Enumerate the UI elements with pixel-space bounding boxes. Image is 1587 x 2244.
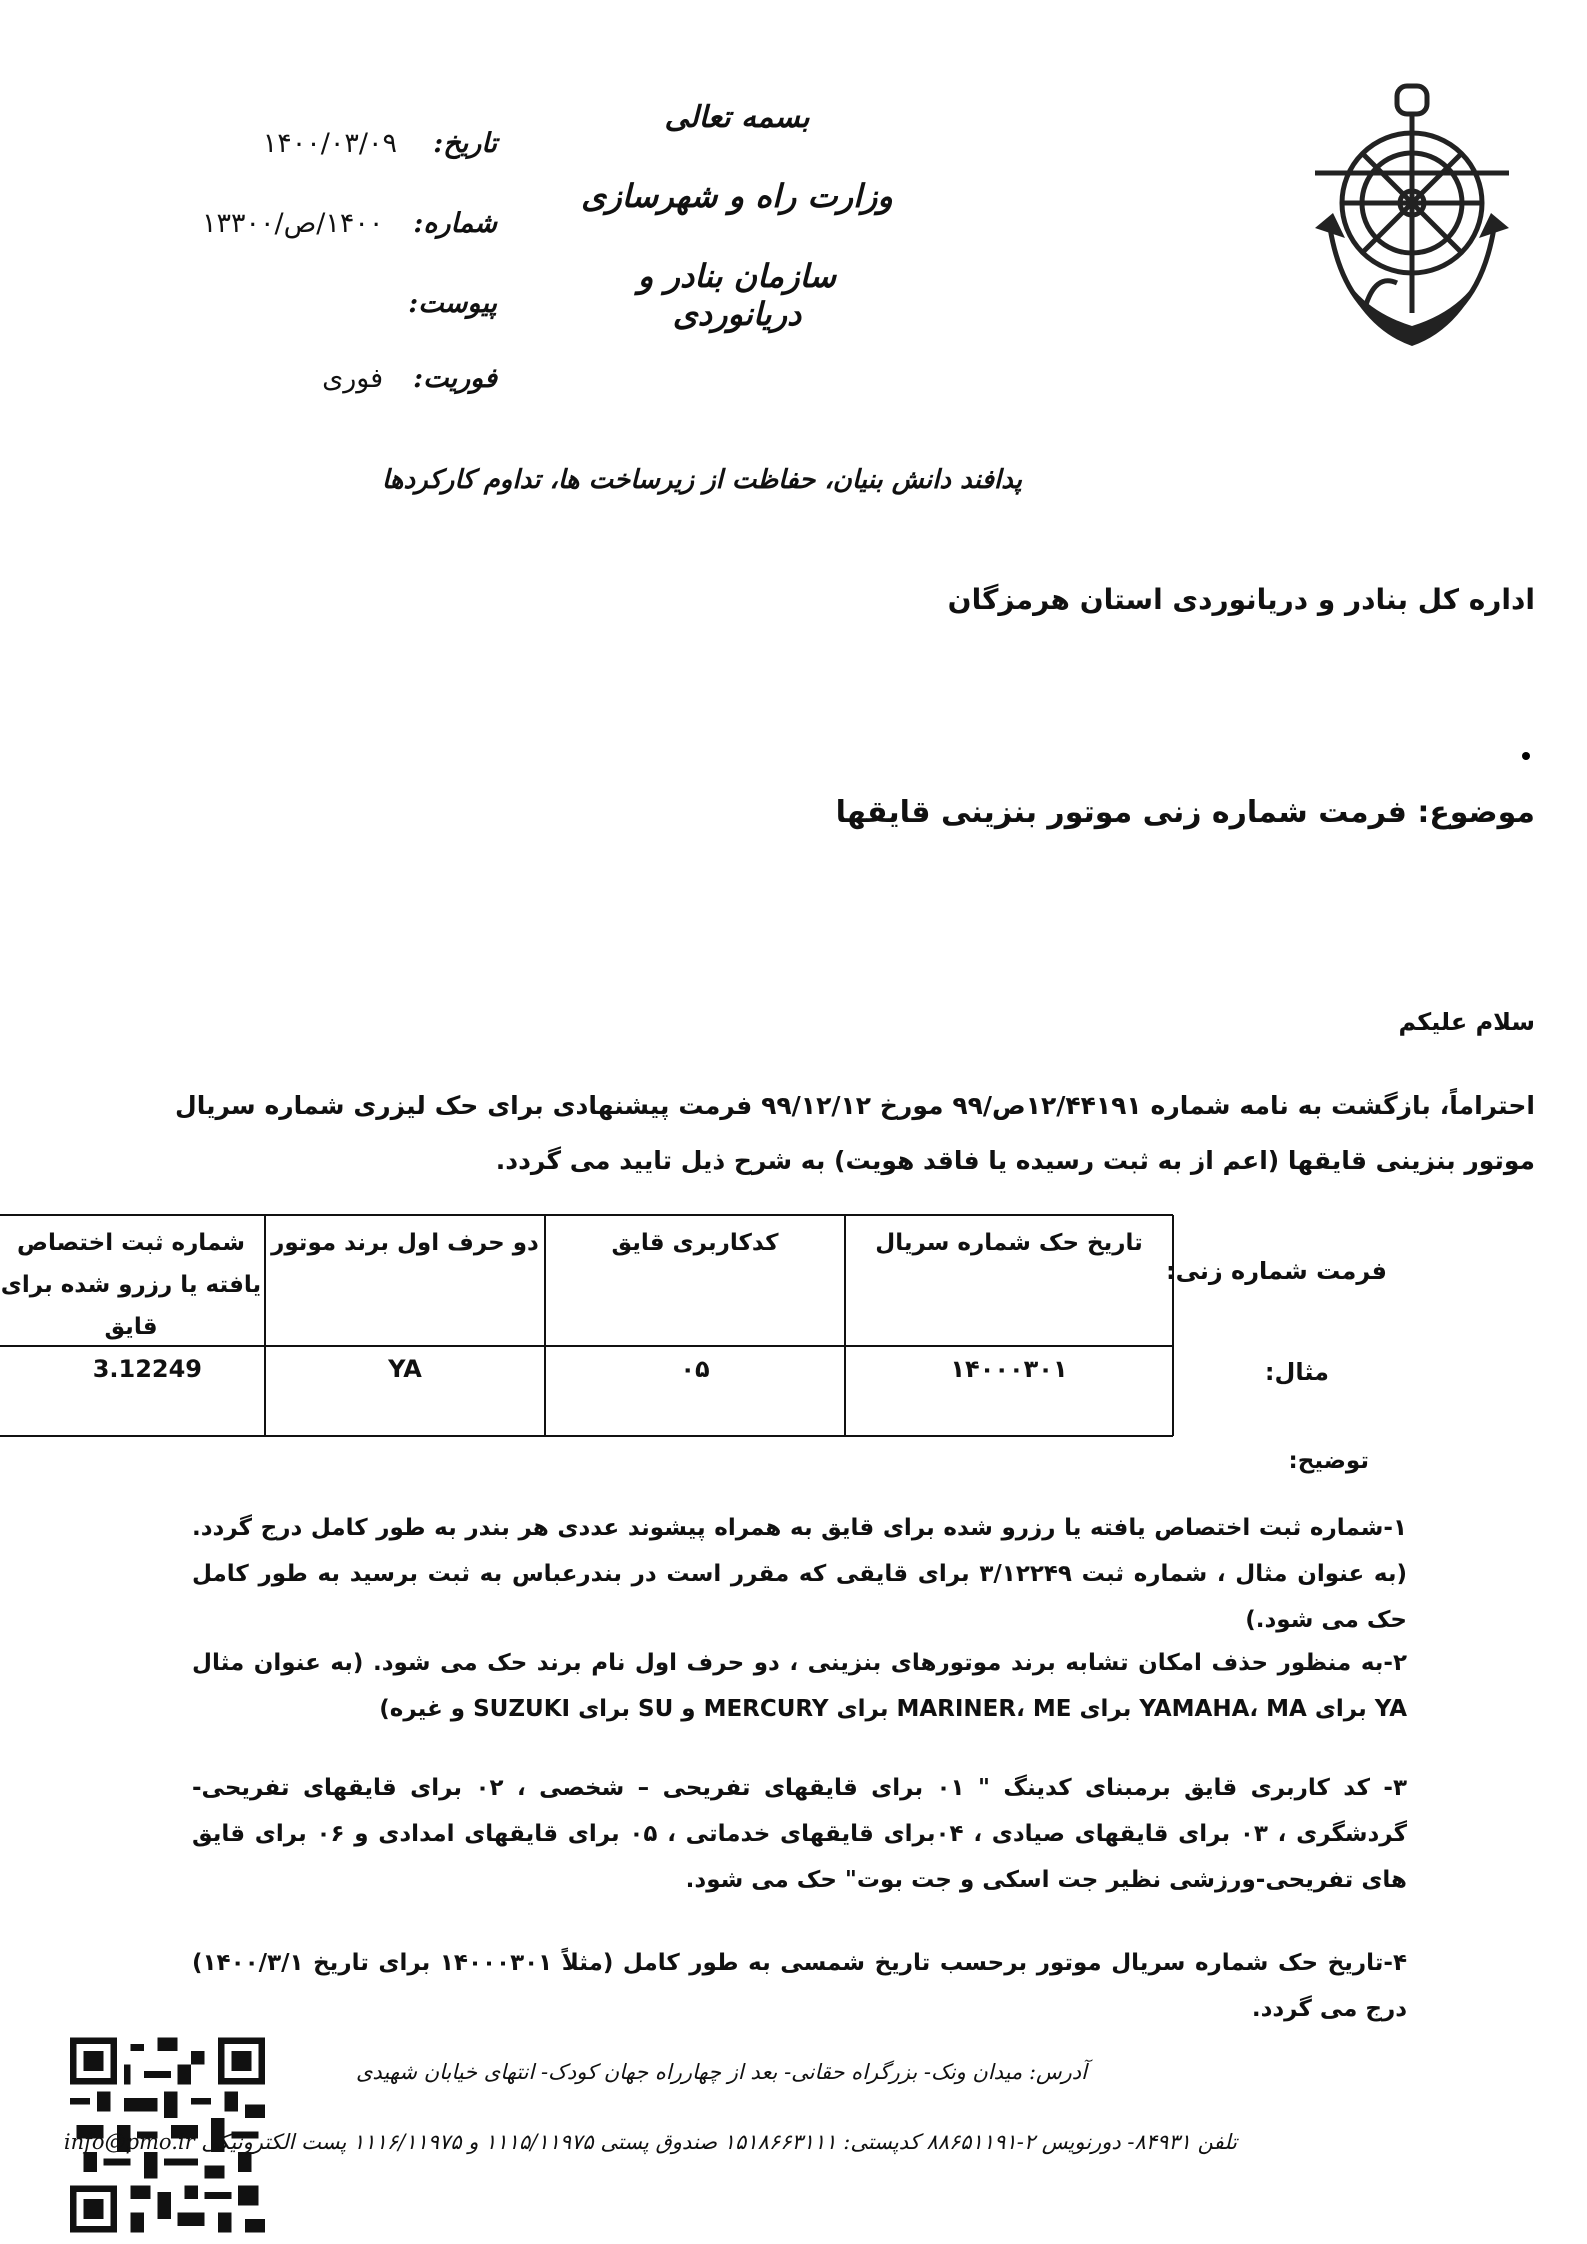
example-label: مثال: xyxy=(1264,1358,1329,1386)
organization-logo-icon xyxy=(1305,78,1520,353)
table-example-date: ۱۴۰۰۰۳۰۱ xyxy=(950,1355,1068,1383)
table-header-date: تاریخ حک شماره سریال xyxy=(875,1230,1143,1256)
footer-address: آدرس: میدان ونک- بزرگراه حقانی- بعد از چهارراه جهان کودک- انتهای خیابان شهیدی xyxy=(355,2060,1087,2084)
besmellah: بسمه تعالی xyxy=(664,100,810,135)
greeting: سلام علیکم xyxy=(1398,1008,1535,1036)
note-item-4: ۴-تاریخ حک شماره سریال موتور برحسب تاریخ شمسی به طور کامل (مثلاً ۱۴۰۰۰۳۰۱ برای تاریخ ۱۴۰۰/۳/۱) درج می گردد. xyxy=(192,1950,1408,2022)
meta-urgency xyxy=(322,363,497,394)
meta-attachment xyxy=(378,288,497,319)
bullet-dot xyxy=(1522,752,1530,760)
subject: موضوع: فرمت شماره زنی موتور بنزینی قایقها xyxy=(835,795,1535,830)
recipient: اداره کل بنادر و دریانوردی استان هرمزگان xyxy=(947,583,1535,616)
meta-urgency-label: فوریت: xyxy=(413,363,497,394)
header-titles xyxy=(577,100,897,375)
footer-contact: تلفن ۸۴۹۳۱- دورنویس ۲-۸۸۶۵۱۱۹۱ کدپستی: ۱۵۱۸۶۶۳۱۱۱ صندوق پستی ۱۱۱۵/۱۱۹۷۵ و ۱۱۱۶/۱۱۹۷۵ پست الکترونیکی info@pmo.ir xyxy=(63,2130,1237,2154)
note-item-3: ۳- کد کاربری قایق برمبنای کدینگ " ۰۱ برای قایقهای تفریحی – شخصی ، ۰۲ برای قایقهای تفریحی- گردشگری ، ۰۳ برای قایقهای صیادی ، ۰۴برای قایقهای خدماتی ، ۰۵ برای قایقهای امدادی و ۰۶ برای قایق های تفریحی-ورزشی نظیر جت اسکی و جت بوت" حک می شود. xyxy=(192,1775,1407,1893)
meta-urgency-value: فوری xyxy=(322,363,384,394)
format-label: فرمت شماره زنی: xyxy=(1165,1257,1387,1285)
notes-title: توضیح: xyxy=(1288,1448,1369,1474)
ministry-name: وزارت راه و شهرسازی xyxy=(581,177,893,215)
table-example-registration: 3.12249 xyxy=(92,1355,202,1383)
meta-date xyxy=(263,128,497,159)
note-item-2: ۲-به منظور حذف امکان تشابه برند موتورهای بنزینی ، دو حرف اول نام برند حک می شود. (به عنوان مثال YA برای YAMAHA، MA برای MARINER، ME برای MERCURY و SU برای SUZUKI و غیره) xyxy=(192,1650,1407,1722)
meta-number xyxy=(202,208,497,239)
table-example-brand: YA xyxy=(388,1355,422,1383)
note-item-1: ۱-شماره ثبت اختصاص یافته یا رزرو شده برای قایق به همراه پیشوند عددی هر بندر به طور کامل درج گردد. (به عنوان مثال ، شماره ثبت ۳/۱۲۲۴۹ برای قایقی که مقرر است در بندرعباس به ثبت برسید به طور کامل حک می شود.) xyxy=(192,1515,1407,1633)
meta-date-label: تاریخ: xyxy=(433,128,497,159)
motto: پدافند دانش بنیان، حفاظت از زیرساخت ها، تداوم کارکردها xyxy=(381,465,1022,495)
organization-name: سازمان بنادر و دریانوردی xyxy=(637,257,837,333)
meta-number-label: شماره: xyxy=(413,208,497,239)
meta-number-value: ۱۴۰۰/ص/۱۳۳۰۰ xyxy=(202,208,384,239)
intro-paragraph: احتراماً، بازگشت به نامه شماره ۱۲/۴۴۱۹۱ص/۹۹ مورخ ۹۹/۱۲/۱۲ فرمت پیشنهادی برای حک لیزری شماره سریال موتور بنزینی قایقها (اعم از به ثبت رسیده یا فاقد هویت) به شرح ذیل تایید می گردد. xyxy=(175,1091,1535,1175)
table-header-usage-code: کدکاربری قایق xyxy=(611,1230,779,1256)
table-example-usage-code: ۰۵ xyxy=(680,1355,710,1383)
meta-date-value: ۱۴۰۰/۰۳/۰۹ xyxy=(262,128,397,159)
table-header-registration: شماره ثبت اختصاص یافته یا رزرو شده برای قایق xyxy=(0,1230,262,1340)
meta-attachment-label: پیوست: xyxy=(408,288,497,319)
table-header-brand: دو حرف اول برند موتور xyxy=(271,1230,539,1256)
